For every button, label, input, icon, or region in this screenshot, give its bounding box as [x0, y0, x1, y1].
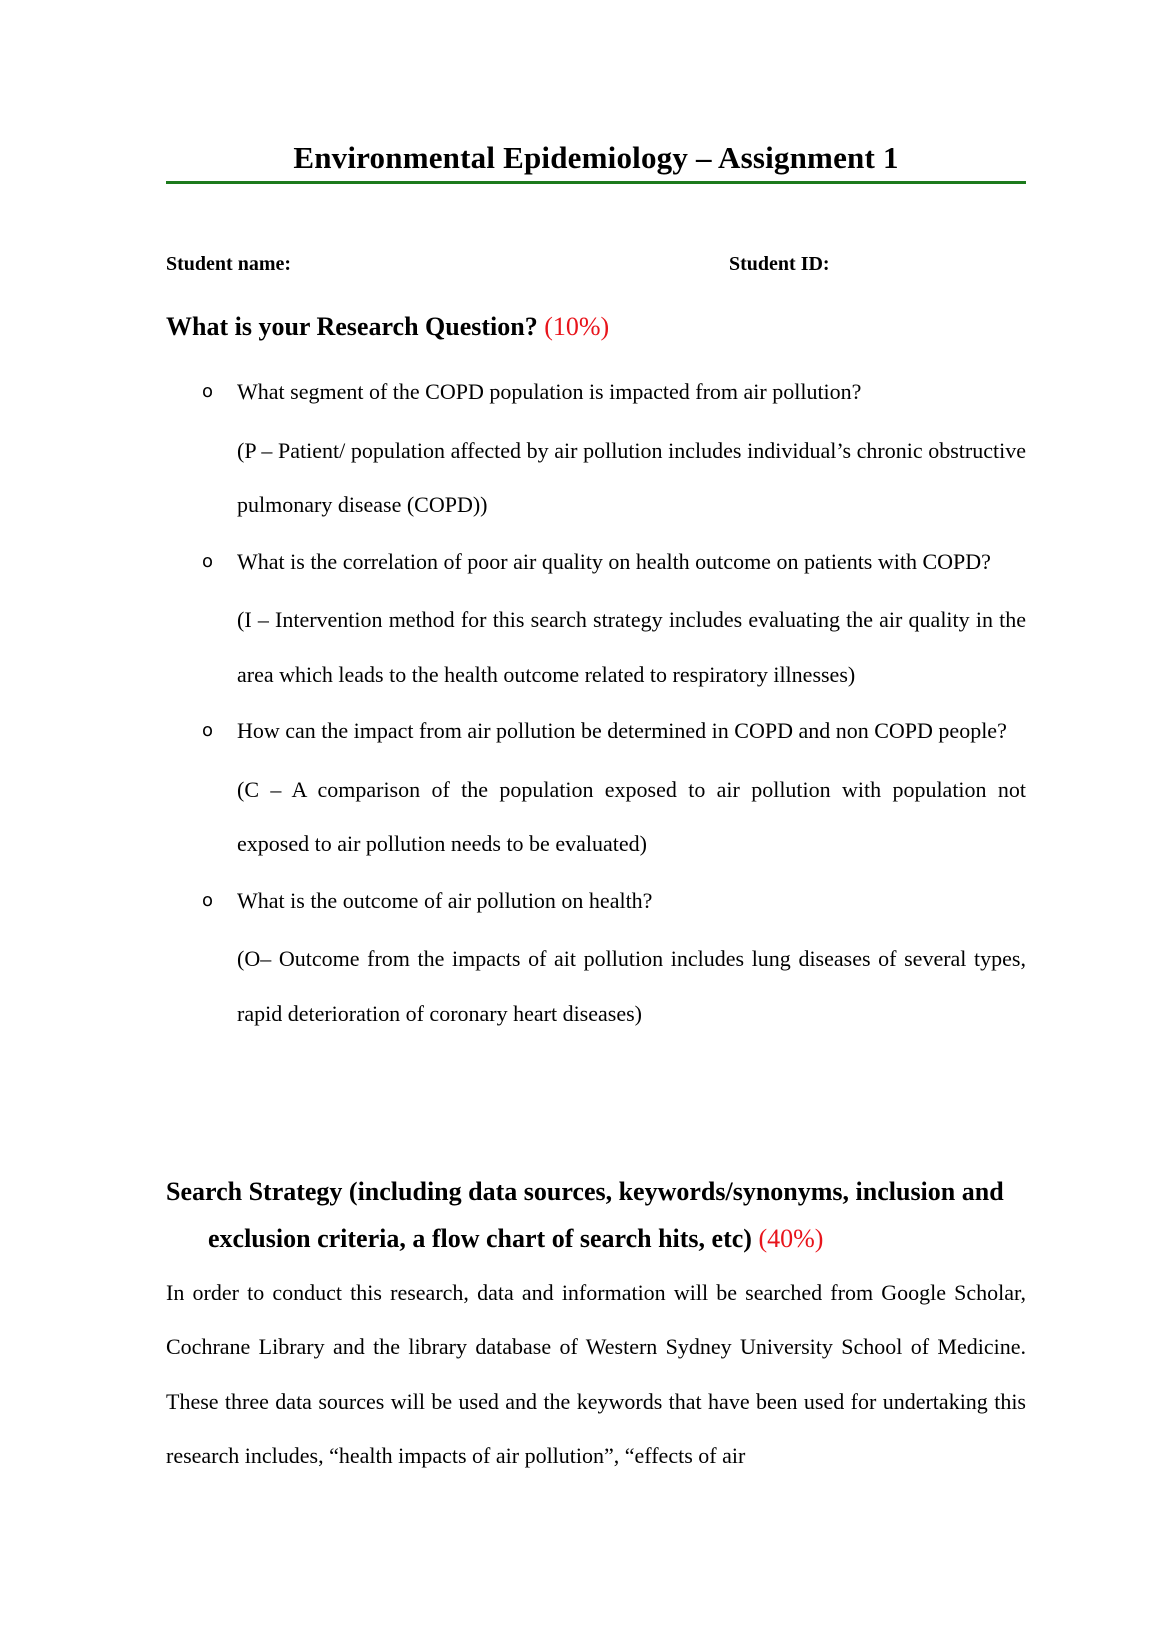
list-item — [202, 874, 1026, 1042]
search-strategy-heading — [166, 1168, 1026, 1262]
pico-note: (P – Patient/ population affected by air pollution includes individual’s chronic obstructive pulmonary disease (COPD)) — [237, 437, 1026, 517]
pico-note: (C – A comparison of the population exposed to air pollution with population not exposed to air pollution needs to be evaluated) — [237, 776, 1026, 856]
bullet-icon: o — [202, 550, 214, 572]
search-strategy-heading-text: Search Strategy (including data sources, keywords/synonyms, inclusion and exclusion criteria, a flow chart of search hits, etc) — [166, 1177, 1004, 1253]
question-text: What segment of the COPD population is impacted from air pollution? — [237, 379, 862, 404]
search-strategy-percent: (40%) — [758, 1224, 824, 1253]
question-text: What is the correlation of poor air quality on health outcome on patients with COPD? — [237, 548, 991, 574]
bullet-icon: o — [202, 720, 214, 741]
list-item — [202, 704, 1026, 872]
research-question-list — [202, 365, 1026, 1041]
title-underline — [166, 181, 1026, 184]
list-item — [202, 535, 1026, 703]
question-text: How can the impact from air pollution be determined in COPD and non COPD people? — [237, 718, 1007, 743]
student-id-label: Student ID: — [729, 253, 830, 275]
pico-note: (O– Outcome from the impacts of ait pollution includes lung diseases of several types, rapid deterioration of coronary heart diseases) — [237, 946, 1026, 1026]
research-question-percent: (10%) — [544, 312, 610, 341]
list-item — [202, 365, 1026, 533]
document-title: Environmental Epidemiology – Assignment 1 — [293, 140, 899, 175]
research-question-heading — [166, 310, 1026, 344]
pico-note: (I – Intervention method for this search strategy includes evaluating the air quality in the area which leads to the health outcome related to respiratory illnesses) — [237, 607, 1026, 687]
research-question-heading-text: What is your Research Question? — [166, 312, 538, 341]
student-name-label: Student name: — [166, 253, 292, 275]
search-strategy-paragraph: In order to conduct this research, data and information will be searched from Google Scholar, Cochrane Library and the library database of Western Sydney University School of Medicine. These three data sources will be used and the keywords that have been used for undertaking this research includes, “health impacts of air pollution”, “effects of air — [166, 1280, 1026, 1468]
bullet-icon: o — [202, 889, 214, 911]
question-text: What is the outcome of air pollution on health? — [237, 887, 653, 913]
bullet-icon: o — [202, 381, 214, 402]
